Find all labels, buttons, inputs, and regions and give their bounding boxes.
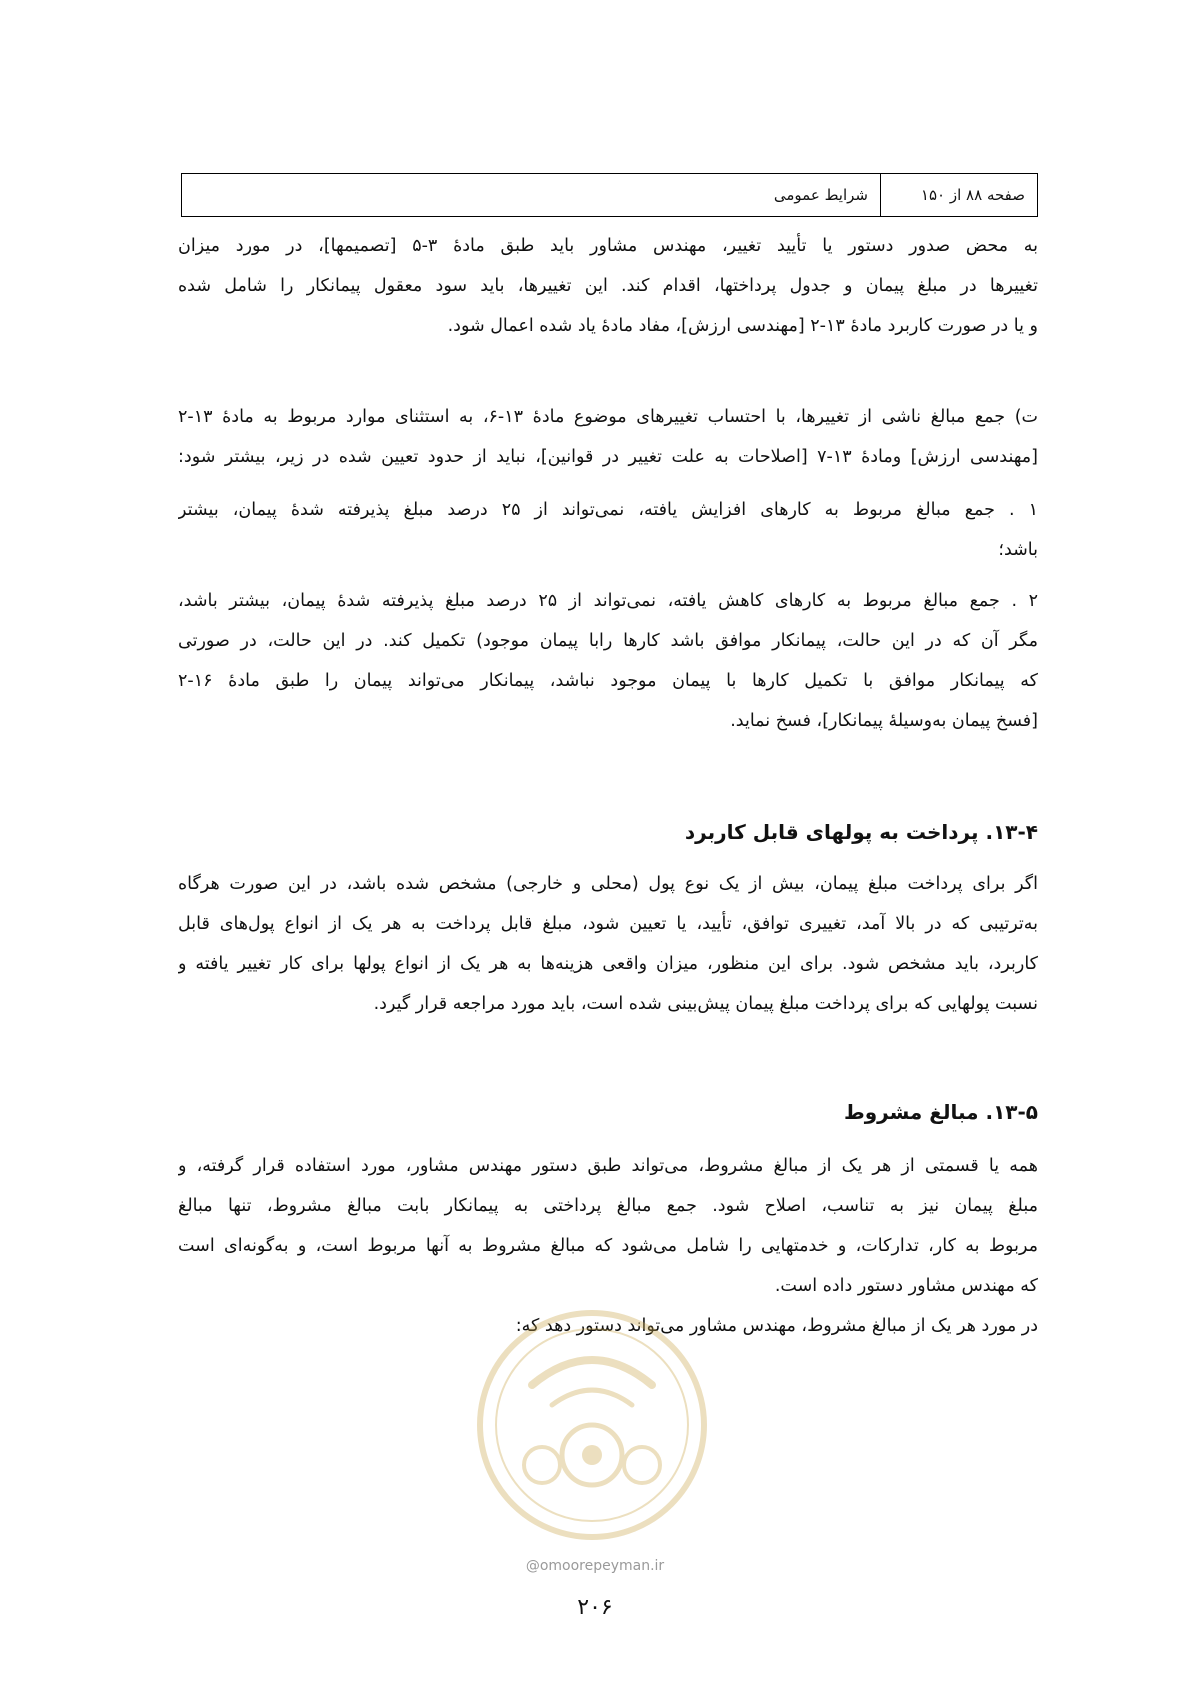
text-line: ۲ . جمع مبالغ مربوط به کارهای کاهش یافته، نمی‌تواند از ۲۵ درصد مبلغ پذیرفته شدهٔ پیمان، بیشتر باشد، [178, 591, 1038, 611]
paragraph-change-limits [178, 397, 1038, 477]
section-heading-13-4: ۱۳-۴. پرداخت به پولهای قابل کاربرد [684, 820, 1038, 844]
watermark-url: @omoorepeyman.ir [525, 1558, 665, 1574]
paragraph-change-valuation [178, 226, 1038, 346]
text-line: باشد؛ [998, 540, 1038, 560]
page-info: صفحه ۸۸ از ۱۵۰ [880, 174, 1037, 216]
text-line: مربوط به کار، تدارکات، و خدمتهایی را شامل می‌شود که مبالغ مشروط به آنها مربوط است، و به‌گونه‌ای است [178, 1236, 1038, 1256]
text-line: تغییرها در مبلغ پیمان و جدول پرداختها، اقدام کند. این تغییرها، باید سود معقول پیمانکار را شامل شده [178, 276, 1038, 296]
text-line: به محض صدور دستور یا تأیید تغییر، مهندس مشاور باید طبق مادهٔ ۳-۵ [تصمیمها]، در مورد میزان [178, 236, 1038, 256]
section-heading-13-5: ۱۳-۵. مبالغ مشروط [843, 1100, 1038, 1124]
text-line: مبلغ پیمان نیز به تناسب، اصلاح شود. جمع مبالغ پرداختی به پیمانکار بابت مبالغ مشروط، تنها مبالغ [178, 1196, 1038, 1216]
text-line: نسبت پولهایی که برای پرداخت مبلغ پیمان پیش‌بینی شده است، باید مورد مراجعه قرار گیرد. [373, 994, 1038, 1014]
text-line: مگر آن که در این حالت، پیمانکار موافق باشد کارها رابا پیمان موجود) تکمیل کند. در این حالت، در صورتی [178, 631, 1038, 651]
text-line: به‌ترتیبی که در بالا آمد، تغییری توافق، تأیید، یا تعیین شود، مبلغ قابل پرداخت به هر یک از انواع پول‌های قابل [178, 914, 1038, 934]
paragraph-currencies [178, 864, 1038, 1024]
page-header-box [181, 173, 1038, 217]
text-line: [مهندسی ارزش] ومادهٔ ۱۳-۷ [اصلاحات به علت تغییر در قوانین]، نباید از حدود تعیین شده در زیر، بیشتر شود: [178, 447, 1038, 467]
page-number: ۲۰۶ [577, 1595, 613, 1620]
text-line: کاربرد، باید مشخص شود. برای این منظور، میزان واقعی هزینه‌ها به هر یک از انواع پولها برای کار تغییر یافته و [178, 954, 1038, 974]
watermark-seal-icon [472, 1305, 712, 1545]
text-line: اگر برای پرداخت مبلغ پیمان، بیش از یک نوع پول (محلی و خارجی) مشخص شده باشد، در این صورت هرگاه [178, 874, 1038, 894]
list-item-1 [178, 490, 1038, 570]
text-line: ت) جمع مبالغ ناشی از تغییرها، با احتساب تغییرهای موضوع مادهٔ ۱۳-۶، به استثنای موارد مربوط به مادهٔ ۱۳-۲ [178, 407, 1038, 427]
text-line: همه یا قسمتی از هر یک از مبالغ مشروط، می‌تواند طبق دستور مهندس مشاور، مورد استفاده قرار گرفته، و [178, 1156, 1038, 1176]
section-title: شرایط عمومی [773, 186, 868, 204]
text-line: ۱ . جمع مبالغ مربوط به کارهای افزایش یافته، نمی‌تواند از ۲۵ درصد مبلغ پذیرفته شدهٔ پیمان، بیشتر [178, 500, 1038, 520]
text-line: و یا در صورت کاربرد مادهٔ ۱۳-۲ [مهندسی ارزش]، مفاد مادهٔ یاد شده اعمال شود. [447, 316, 1038, 336]
text-line: که پیمانکار موافق با تکمیل کارها با پیمان موجود نباشد، پیمانکار می‌تواند پیمان را طبق مادهٔ ۱۶-۲ [178, 671, 1038, 691]
text-line: در مورد هر یک از مبالغ مشروط، مهندس مشاور می‌تواند دستور دهد که: [515, 1316, 1038, 1336]
text-line: [فسخ پیمان به‌وسیلهٔ پیمانکار]، فسخ نماید. [730, 711, 1038, 731]
text-line: که مهندس مشاور دستور داده است. [774, 1276, 1038, 1296]
list-item-2 [178, 581, 1038, 741]
